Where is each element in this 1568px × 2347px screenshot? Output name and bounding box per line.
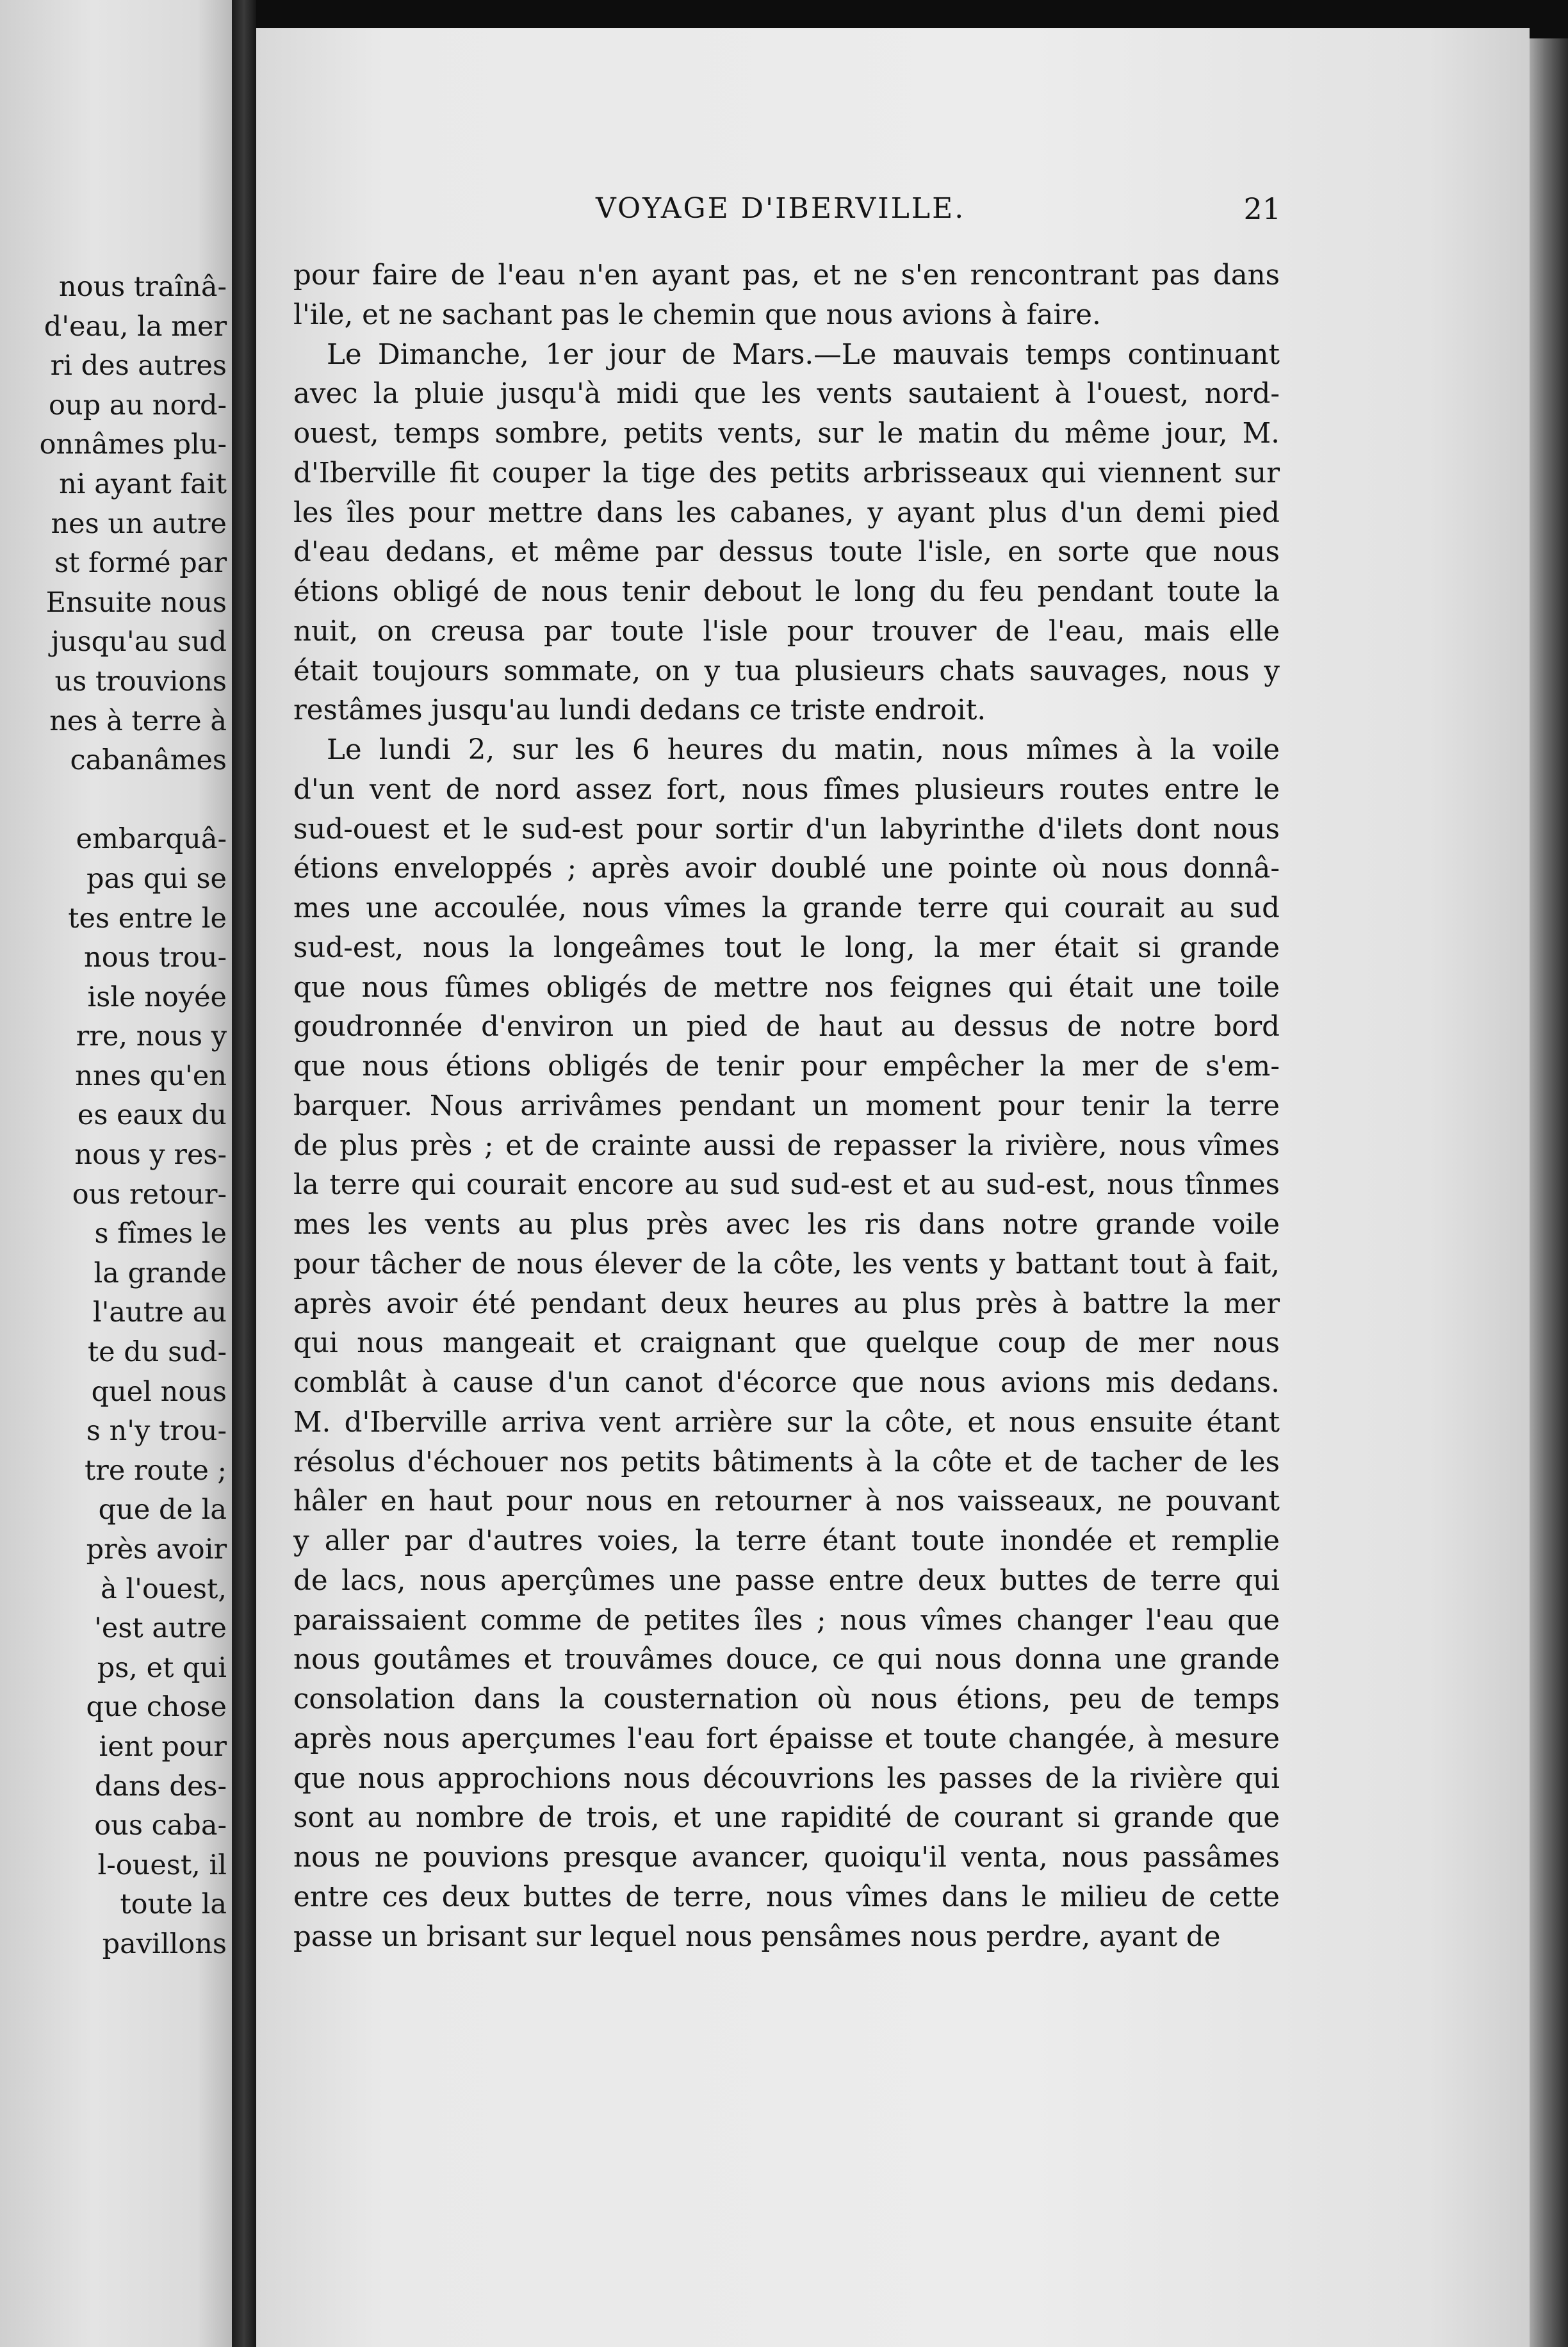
text-line: pour tâcher de nous élever de la côte, les vents y battant tout à fait,	[293, 1248, 1280, 1280]
left-text-line: jusqu'au sud	[51, 626, 227, 658]
text-line: goudronnée d'environ un pied de haut au dessus de notre bord	[293, 1011, 1280, 1043]
book-gutter	[232, 0, 256, 2347]
left-text-line: s fîmes le	[94, 1218, 227, 1250]
left-text-line: es eaux du	[77, 1099, 227, 1132]
text-line: nous goutâmes et trouvâmes douce, ce qui nous donna une grande	[293, 1644, 1280, 1676]
text-line: hâler en haut pour nous en retourner à nos vaisseaux, ne pouvant	[293, 1485, 1280, 1518]
text-line: était toujours sommate, on y tua plusieurs chats sauvages, nous y	[293, 655, 1280, 687]
page-edge-shadow	[1530, 38, 1568, 2347]
text-line: sont au nombre de trois, et une rapidité de courant si grande que	[293, 1802, 1280, 1835]
text-line: sud-est, nous la longeâmes tout le long, la mer était si grande	[293, 931, 1280, 964]
text-line: étions obligé de nous tenir debout le long du feu pendant toute la	[293, 576, 1280, 608]
text-line: restâmes jusqu'au lundi dedans ce triste endroit.	[293, 694, 986, 727]
left-text-line: que chose	[86, 1691, 227, 1724]
left-text-line: nnes qu'en	[75, 1059, 227, 1092]
text-line: entre ces deux buttes de terre, nous vîmes dans le milieu de cette	[293, 1881, 1280, 1913]
left-text-line: oup au nord-	[49, 389, 227, 421]
text-line: comblât à cause d'un canot d'écorce que nous avions mis dedans.	[293, 1367, 1280, 1399]
left-text-line: près avoir	[86, 1533, 227, 1566]
page-body-text	[293, 256, 1280, 1957]
left-text-line: st formé par	[54, 547, 227, 580]
left-text-line: nous traînâ-	[58, 271, 227, 303]
left-text-line: l'autre au	[92, 1296, 227, 1329]
left-text-line: us trouvions	[54, 665, 227, 698]
text-line: que nous étions obligés de tenir pour empêcher la mer de s'em-	[293, 1051, 1280, 1083]
text-line: Le Dimanche, 1er jour de Mars.—Le mauvais temps continuant	[327, 338, 1280, 371]
left-text-line: te du sud-	[87, 1336, 227, 1369]
text-line: de lacs, nous aperçûmes une passe entre deux buttes de terre qui	[293, 1564, 1280, 1597]
left-text-line: la grande	[94, 1257, 227, 1289]
text-line: la terre qui courait encore au sud sud-est et au sud-est, nous tînmes	[293, 1169, 1280, 1202]
left-text-line: 'est autre	[94, 1612, 227, 1645]
text-line: après avoir été pendant deux heures au plus près à battre la mer	[293, 1288, 1280, 1320]
text-line: résolus d'échouer nos petits bâtiments à la côte et de tacher de les	[293, 1446, 1280, 1478]
left-text-line: ient pour	[99, 1730, 227, 1763]
running-head	[346, 190, 1281, 234]
text-line: pour faire de l'eau n'en ayant pas, et ne s'en rencontrant pas dans	[293, 259, 1280, 291]
text-line: les îles pour mettre dans les cabanes, y ayant plus d'un demi pied	[293, 496, 1280, 529]
text-line: y aller par d'autres voies, la terre étant toute inondée et remplie	[293, 1525, 1280, 1557]
left-text-line: ri des autres	[50, 350, 227, 382]
left-text-line: l-ouest, il	[97, 1849, 227, 1881]
text-line: que nous approchions nous découvrions les passes de la rivière qui	[293, 1762, 1280, 1795]
text-line: mes une accoulée, nous vîmes la grande terre qui courait au sud	[293, 892, 1280, 924]
text-line: après nous aperçumes l'eau fort épaisse et toute changée, à mesure	[293, 1722, 1280, 1755]
text-line: d'un vent de nord assez fort, nous fîmes plusieurs routes entre le	[293, 773, 1280, 806]
text-line: mes les vents au plus près avec les ris dans notre grande voile	[293, 1209, 1280, 1241]
left-page-text	[9, 268, 227, 1965]
left-text-line: tes entre le	[68, 902, 227, 935]
left-text-line: que de la	[98, 1494, 227, 1526]
left-text-line: nes à terre à	[49, 705, 227, 737]
text-line: Le lundi 2, sur les 6 heures du matin, nous mîmes à la voile	[327, 734, 1280, 766]
text-line: paraissaient comme de petites îles ; nous vîmes changer l'eau que	[293, 1604, 1280, 1637]
text-line: nous ne pouvions presque avancer, quoiqu'il venta, nous passâmes	[293, 1842, 1280, 1874]
left-text-line: quel nous	[91, 1375, 227, 1408]
running-head-title: VOYAGE D'IBERVILLE.	[596, 192, 966, 225]
text-line: passe un brisant sur lequel nous pensâmes nous perdre, ayant de	[293, 1920, 1221, 1953]
left-text-line: cabanâmes	[70, 744, 227, 777]
left-text-line: ni ayant fait	[59, 468, 227, 500]
left-text-line: embarquâ-	[76, 823, 227, 856]
left-text-line: s n'y trou-	[86, 1415, 227, 1448]
text-line: qui nous mangeait et craignant que quelque coup de mer nous	[293, 1327, 1280, 1360]
left-text-line: ous caba-	[94, 1810, 227, 1842]
text-line: sud-ouest et le sud-est pour sortir d'un labyrinthe d'ilets dont nous	[293, 813, 1280, 846]
left-text-line: Ensuite nous	[45, 586, 227, 619]
text-line: ouest, temps sombre, petits vents, sur le matin du même jour, M.	[293, 418, 1280, 450]
text-line: étions enveloppés ; après avoir doublé une pointe où nous donnâ-	[293, 853, 1280, 885]
left-text-line: isle noyée	[87, 981, 227, 1013]
text-line: barquer. Nous arrivâmes pendant un moment pour tenir la terre	[293, 1090, 1280, 1122]
left-text-line: ps, et qui	[97, 1651, 227, 1684]
left-text-line: nes un autre	[51, 507, 227, 540]
left-text-line: à l'ouest,	[101, 1573, 227, 1605]
text-line: d'eau dedans, et même par dessus toute l'isle, en sorte que nous	[293, 536, 1280, 569]
left-page-fragment	[0, 0, 232, 2347]
text-line: d'Iberville fit couper la tige des petits arbrisseaux qui viennent sur	[293, 457, 1280, 489]
text-line: avec la pluie jusqu'à midi que les vents sautaient à l'ouest, nord-	[293, 378, 1280, 411]
left-text-line: d'eau, la mer	[44, 310, 227, 343]
left-text-line: pavillons	[102, 1927, 227, 1960]
text-line: que nous fûmes obligés de mettre nos feignes qui était une toile	[293, 971, 1280, 1004]
left-text-line	[9, 781, 227, 821]
text-line: de plus près ; et de crainte aussi de repasser la rivière, nous vîmes	[293, 1129, 1280, 1162]
left-text-line: toute la	[120, 1888, 227, 1921]
text-line: consolation dans la cousternation où nous étions, peu de temps	[293, 1683, 1280, 1715]
left-text-line: nous trou-	[84, 942, 227, 974]
left-text-line: nous y res-	[74, 1139, 227, 1172]
left-text-line: tre route ;	[85, 1454, 227, 1487]
left-text-line: rre, nous y	[76, 1020, 227, 1053]
left-text-line: dans des-	[94, 1770, 227, 1803]
text-line: M. d'Iberville arriva vent arrière sur la côte, et nous ensuite étant	[293, 1406, 1280, 1439]
text-line: nuit, on creusa par toute l'isle pour trouver de l'eau, mais elle	[293, 615, 1280, 648]
page-number: 21	[1243, 192, 1281, 226]
left-text-line: onnâmes plu-	[39, 429, 227, 461]
left-text-line: ous retour-	[72, 1178, 227, 1211]
left-text-line: pas qui se	[86, 862, 227, 895]
text-line: l'ile, et ne sachant pas le chemin que nous avions à faire.	[293, 298, 1101, 331]
